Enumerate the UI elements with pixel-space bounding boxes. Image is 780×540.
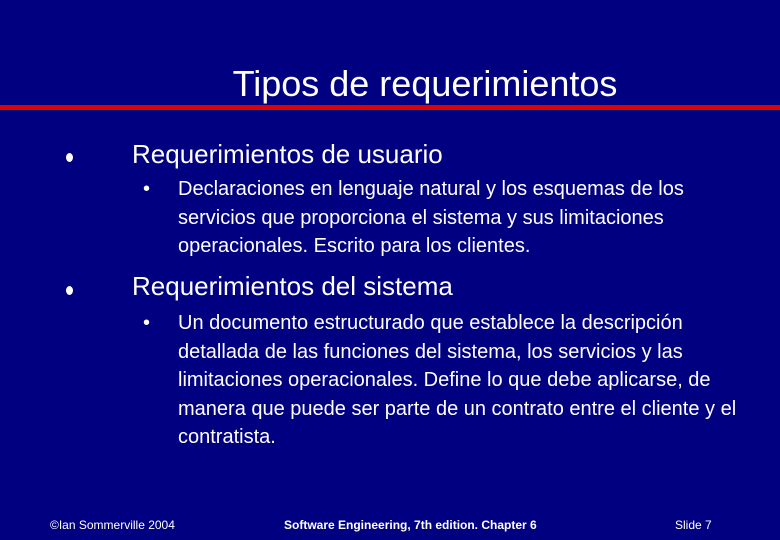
sub-bullet-marker: • bbox=[143, 312, 151, 334]
bullet-dot-icon bbox=[66, 286, 73, 295]
bullet-system-requirements: Requerimientos del sistema bbox=[132, 271, 453, 301]
footer-slide-number: Slide 7 bbox=[675, 518, 712, 532]
bullet-dot-icon bbox=[66, 153, 73, 162]
slide-title: Tipos de requerimientos bbox=[232, 63, 618, 104]
footer-copyright: ©Ian Sommerville 2004 bbox=[50, 518, 175, 532]
sub-bullet-marker: • bbox=[143, 178, 151, 200]
sub-bullet-user-requirements-desc: Declaraciones en lenguaje natural y los esquemas de los servicios que proporciona el sistema y sus limitaciones operacionales. Escrito para los clientes. bbox=[178, 178, 684, 258]
footer-book-title: Software Engineering, 7th edition. Chapter 6 bbox=[284, 518, 537, 532]
sub-bullet-system-requirements-desc: Un documento estructurado que establece la descripción detallada de las funciones del sistema, los servicios y las limitaciones operacionales. Define lo que debe aplicarse, de manera que puede ser parte de un contrato entre el cliente y el contratista. bbox=[178, 312, 737, 449]
title-underline bbox=[0, 105, 780, 110]
bullet-user-requirements: Requerimientos de usuario bbox=[132, 139, 443, 169]
